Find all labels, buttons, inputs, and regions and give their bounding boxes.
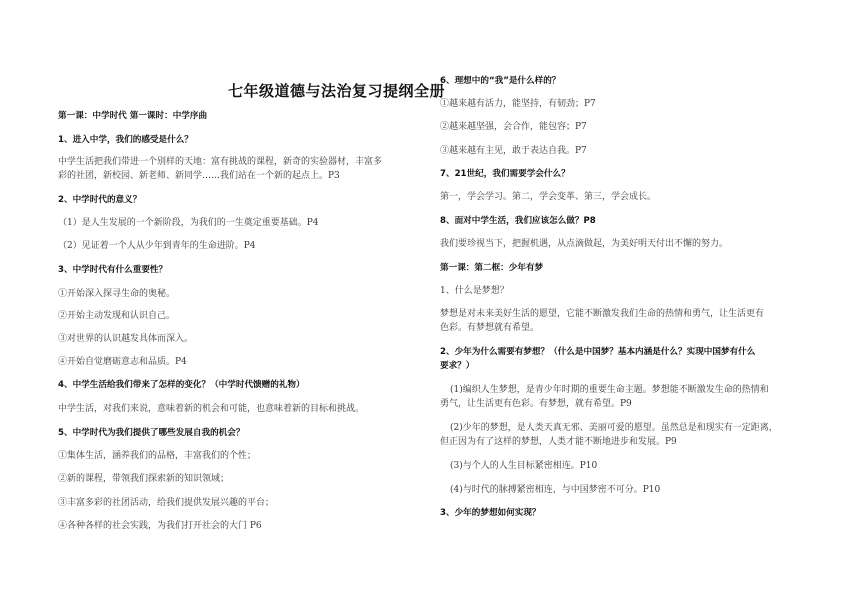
answer-text: (1)编织人生梦想，是青少年时期的重要生命主题。梦想能不断激发生命的热情和	[450, 385, 769, 395]
answer-text: 中学生活把我们带进一个别样的天地：富有挑战的课程，新奇的实验器材，丰富多	[58, 157, 383, 167]
answer-text: (4)与时代的脉搏紧密相连，与中国梦密不可分。P10	[450, 485, 661, 495]
lesson-heading: 第一课：第二框：少年有梦	[440, 263, 544, 273]
question-heading: 7、21世纪，我们需要学会什么？	[440, 169, 570, 179]
answer-text: 第一，学会学习。第二，学会变革、第三，学会成长。	[440, 192, 657, 202]
answer-text: 勇气，让生活更有色彩。有梦想，就有希望。P9	[440, 399, 632, 409]
answer-text: ②新的课程，带领我们探索新的知识领域；	[58, 474, 230, 484]
answer-text: ④开始自觉磨砺意志和品质。P4	[58, 357, 187, 367]
answer-text: ①集体生活，涵养我们的品格，丰富我们的个性；	[58, 451, 257, 461]
answer-text: （1）是人生发展的一个新阶段，为我们的一生奠定重要基础。P4	[58, 218, 319, 228]
question-heading: 8、面对中学生活，我们应该怎么做？P8	[440, 216, 596, 226]
answer-text: （2）见证着一个人从少年到青年的生命进阶。P4	[58, 241, 256, 251]
answer-text: ①越来越有活力，能坚持，有韧劲；P7	[440, 99, 596, 109]
answer-text: ①开始深入探寻生命的奥秘。	[58, 289, 176, 299]
question-heading: 1、什么是梦想？	[440, 286, 509, 296]
question-heading: 3、少年的梦想如何实现？	[440, 508, 541, 518]
question-heading-continued: 要求？）	[440, 361, 475, 371]
answer-text: ③对世界的认识越发具体而深入。	[58, 334, 194, 344]
answer-text: ③越来越有主见，敢于表达自我。P7	[440, 146, 587, 156]
question-heading: 4、中学生活给我们带来了怎样的变化？（中学时代馈赠的礼物）	[58, 380, 305, 390]
page-title: 七年级道德与法治复习提纲全册	[228, 82, 446, 100]
answer-text: 我们要珍视当下，把握机遇，从点滴做起，为美好明天付出不懈的努力。	[440, 239, 729, 249]
answer-text: 梦想是对未来美好生活的愿望，它能不断激发我们生命的热情和勇气，让生活更有	[440, 309, 765, 319]
question-heading: 5、中学时代为我们提供了哪些发展自我的机会？	[58, 428, 245, 438]
answer-text: ②开始主动发现和认识自己。	[58, 311, 176, 321]
question-heading: 2、中学时代的意义？	[58, 195, 142, 205]
answer-text: 彩的社团，新校园、新老师、新同学……我们站在一个新的起点上。P3	[58, 171, 340, 181]
answer-text: 但正因为有了这样的梦想，人类才能不断地进步和发展。P9	[440, 437, 677, 447]
question-heading: 1、进入中学，我们的感受是什么？	[58, 135, 193, 145]
question-heading: 2、少年为什么需要有梦想？（什么是中国梦？基本内涵是什么？实现中国梦有什么	[440, 347, 756, 357]
answer-text: ③丰富多彩的社团活动，给我们提供发展兴趣的平台；	[58, 498, 275, 508]
answer-text: (3)与个人的人生目标紧密相连。P10	[450, 461, 598, 471]
answer-text: (2)少年的梦想，是人类天真无邪、美丽可爱的愿望。虽然总是和现实有一定距离，	[450, 423, 778, 433]
answer-text: ④各种各样的社会实践，为我们打开社会的大门 P6	[58, 521, 262, 531]
lesson-heading: 第一课：中学时代 第一课时：中学序曲	[58, 111, 208, 121]
question-heading: 6、理想中的“我”是什么样的？	[440, 76, 561, 86]
question-heading: 3、中学时代有什么重要性？	[58, 265, 168, 275]
answer-text: 色彩。有梦想就有希望。	[440, 323, 540, 333]
answer-text: ②越来越坚强，会合作，能包容；P7	[440, 122, 587, 132]
answer-text: 中学生活，对我们来说，意味着新的机会和可能，也意味着新的目标和挑战。	[58, 404, 365, 414]
